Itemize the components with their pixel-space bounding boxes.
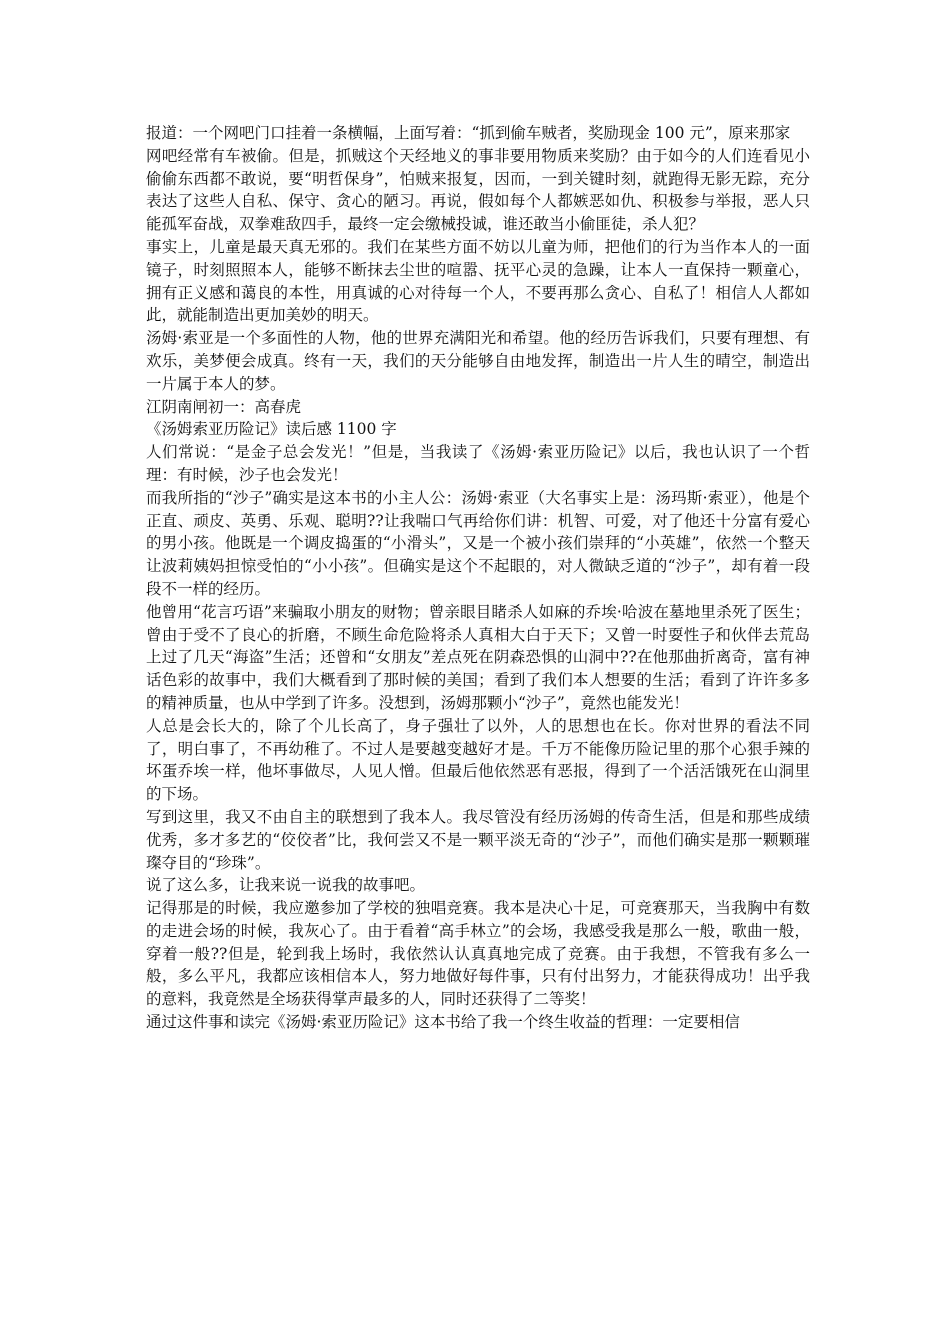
article-title: 《汤姆索亚历险记》读后感 1100 字 [146,420,397,439]
paragraph: 他曾用“花言巧语”来骗取小朋友的财物；曾亲眼目睹杀人如麻的乔埃·哈波在墓地里杀死了医生；曾由于受不了良心的折磨，不顾生命危险将杀人真相大白于天下；又曾一时耍性子和伙伴去荒岛上过了几天“海盗”生活；还曾和“女朋友”差点死在阴森恐惧的山洞中??在他那曲折离奇，富有神话色彩的故事中，我们大概看到了那时候的美国；看到了我们本人想要的生活；看到了许许多多的精神质量，也从中学到了许多。没想到，汤姆那颗小“沙子”，竟然也能发光！ [146,602,810,712]
paragraph: 汤姆·索亚是一个多面性的人物，他的世界充满阳光和希望。他的经历告诉我们，只要有理想、有欢乐，美梦便会成真。终有一天，我们的天分能够自由地发挥，制造出一片人生的晴空，制造出一片属于本人的梦。 [146,329,810,393]
paragraph: 通过这件事和读完《汤姆·索亚历险记》这本书给了我一个终生收益的哲理：一定要相信 [146,1013,740,1032]
paragraph: 网吧经常有车被偷。但是，抓贼这个天经地义的事非要用物质来奖励？由于如今的人们连看见小偷偷东西都不敢说，要“明哲保身”，怕贼来报复，因而，一到关键时刻，就跑得无影无踪，充分表达了这些人自私、保守、贪心的陋习。再说，假如每个人都嫉恶如仇、积极参与举报，恶人只能孤军奋战，双拳难敌四手，最终一定会缴械投诚，谁还敢当小偷匪徒，杀人犯？ [146,146,810,234]
paragraph: 写到这里，我又不由自主的联想到了我本人。我尽管没有经历汤姆的传奇生活，但是和那些成绩优秀，多才多艺的“佼佼者”比，我何尝又不是一颗平淡无奇的“沙子”，而他们确实是那一颗颗璀璨夺目的“珍珠”。 [146,807,810,872]
author-line: 江阴南闸初一：高春虎 [146,397,302,416]
paragraph: 而我所指的“沙子”确实是这本书的小主人公：汤姆·索亚（大名事实上是：汤玛斯·索亚），他是个正直、顽皮、英勇、乐观、聪明??让我喘口气再给你们讲：机智、可爱，对了他还十分富有爱心的男小孩。他既是一个调皮捣蛋的“小滑头”，又是一个被小孩们崇拜的“小英雄”，依然一个整天让波莉姨妈担惊受怕的“小小孩”。但确实是这个不起眼的，对人微缺乏道的“沙子”，却有着一段段不一样的经历。 [146,488,810,598]
paragraph: 报道：一个网吧门口挂着一条横幅，上面写着：“抓到偷车贼者，奖励现金 100 元”，原来那家 [146,124,791,142]
paragraph: 说了这么多，让我来说一说我的故事吧。 [146,876,426,895]
paragraph: 人们常说：“是金子总会发光！”但是，当我读了《汤姆·索亚历险记》以后，我也认识了一个哲理：有时候，沙子也会发光！ [146,443,810,484]
document-body [146,122,810,1034]
paragraph: 事实上，儿童是最天真无邪的。我们在某些方面不妨以儿童为师，把他们的行为当作本人的一面镜子，时刻照照本人，能够不断抹去尘世的喧嚣、抚平心灵的急躁，让本人一直保持一颗童心，拥有正义感和蔼良的本性，用真诚的心对待每一个人，不要再那么贪心、自私了！相信人人都如此，就能制造出更加美妙的明天。 [146,237,810,325]
paragraph: 人总是会长大的，除了个儿长高了，身子强壮了以外，人的思想也在长。你对世界的看法不同了，明白事了，不再幼稚了。不过人是要越变越好才是。千万不能像历险记里的那个心狠手辣的坏蛋乔埃一样，他坏事做尽，人见人憎。但最后他依然恶有恶报，得到了一个活活饿死在山洞里的下场。 [146,716,810,804]
paragraph: 记得那是的时候，我应邀参加了学校的独唱竞赛。我本是决心十足，可竞赛那天，当我胸中有数的走进会场的时候，我灰心了。由于看着“高手林立”的会场，我感受我是那么一般，歌曲一般，穿着一般??但是，轮到我上场时，我依然认认真真地完成了竞赛。由于我想，不管我有多么一般，多么平凡，我都应该相信本人，努力地做好每件事，只有付出努力，才能获得成功！出乎我的意料，我竟然是全场获得掌声最多的人，同时还获得了二等奖！ [146,899,810,1009]
